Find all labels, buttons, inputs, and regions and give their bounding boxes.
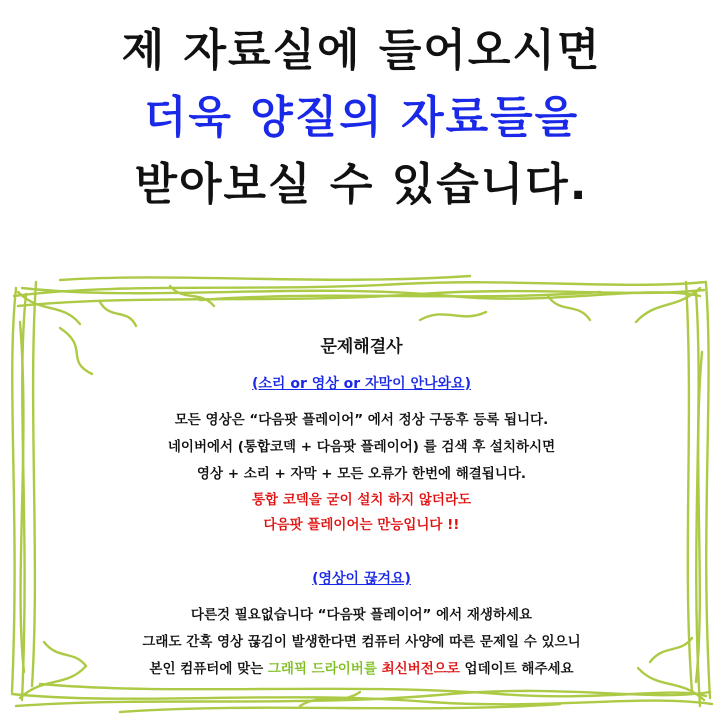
faq-group-subtitle-issue <box>56 373 667 538</box>
headline-line-1: 제 자료실에 들어오시면 <box>121 25 602 76</box>
faq-group-1-line-3: 영상 + 소리 + 자막 + 모든 오류가 한번에 해결됩니다. <box>196 466 527 482</box>
faq-group-2-line-1: 다른것 필요없습니다 “다음팟 플레이어” 에서 재생하세요 <box>190 606 533 623</box>
faq-group-1-line-2: 네이버에서 (통합코덱 + 다음팟 플레이어) 를 검색 후 설치하시면 <box>167 439 556 455</box>
last-line-part-1: 본인 컴퓨터에 맞는 <box>149 660 268 677</box>
faq-group-stutter-issue <box>56 568 667 683</box>
headline-line-3: 받아보실 수 있습니다. <box>134 158 589 210</box>
faq-group-1-warning-2: 다음팟 플레이어는 만능입니다 !! <box>263 516 460 533</box>
faq-group-1-line-1: 모든 영상은 “다음팟 플레이어” 에서 정상 구동후 등록 됩니다. <box>174 412 549 428</box>
faq-group-1-warning-1: 통합 코덱을 굳이 설치 하지 않더라도 <box>251 492 472 508</box>
headline-line-2: 더욱 양질의 자료들을 <box>143 91 580 143</box>
last-line-part-2: 그래픽 드라이버를 <box>267 660 382 677</box>
panel-section-title: 문제해결사 <box>320 337 403 357</box>
panel-content <box>0 262 723 720</box>
faq-group-2-subhead: (영상이 끊겨요) <box>312 570 411 587</box>
sketch-frame-panel <box>0 262 723 720</box>
faq-group-2-line-2: 그래도 간혹 영상 끊김이 발생한다면 컴퓨터 사양에 따른 문제일 수 있으니 <box>142 633 581 650</box>
last-line-part-3: 최신버전으로 <box>381 660 465 677</box>
faq-group-2-last-line <box>56 656 667 683</box>
headline-block <box>0 0 723 219</box>
last-line-part-4: 업데이트 해주세요 <box>464 660 574 677</box>
faq-group-1-subhead: (소리 or 영상 or 자막이 안나와요) <box>252 376 471 392</box>
